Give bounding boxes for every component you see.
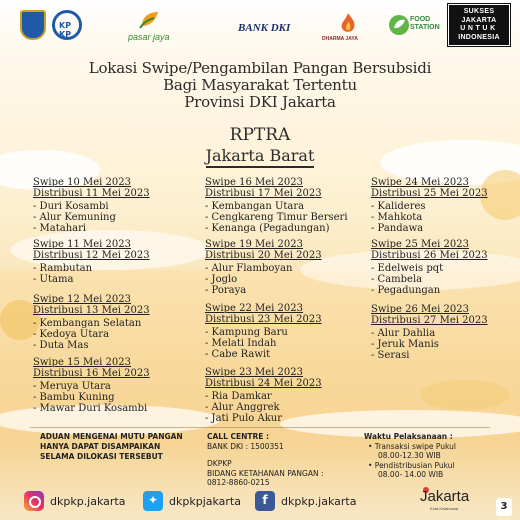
location-item: - Jati Pulo Akur <box>205 413 282 425</box>
call-centre-label: CALL CENTRE : <box>207 432 270 441</box>
title-line-1: Lokasi Swipe/Pengambilan Pangan Bersubsidi <box>88 59 432 77</box>
time-label: Waktu Pelaksanaan : <box>364 432 453 441</box>
food-station-logo-line2: STATION <box>410 24 440 31</box>
location-item: - Kembangan Utara <box>205 201 305 212</box>
complaint-line: SELAMA DILOKASI TERSEBUT <box>40 452 163 461</box>
title-line-3: Provinsi DKI Jakarta <box>184 93 336 111</box>
badge-line: INDONESIA <box>458 33 500 41</box>
complaint-line: ADUAN MENGENAI MUTU PANGAN <box>40 432 183 441</box>
location-item: - Ria Damkar <box>205 391 272 402</box>
schedule-time-info <box>364 432 456 480</box>
schedule-group <box>33 178 193 235</box>
swipe-date: Swipe 24 Mei 2023 <box>371 177 469 188</box>
dharma-jaya-flame-icon <box>338 12 358 34</box>
schedule-group <box>33 240 193 285</box>
location-item: - Kalideres <box>371 201 426 212</box>
dki-emblem-logo <box>20 10 46 40</box>
schedule-group <box>205 368 375 425</box>
schedule-group <box>33 358 193 415</box>
page-number: 3 <box>496 498 512 516</box>
swipe-date: Swipe 15 Mei 2023 <box>33 357 131 368</box>
swipe-time-value: 08.00-12.30 WIB <box>378 451 441 460</box>
complaint-notice <box>40 432 200 462</box>
food-station-logo <box>410 16 440 32</box>
location-item: - Cabe Rawit <box>205 349 271 361</box>
distribution-date: Distribusi 16 Mei 2023 <box>33 368 150 379</box>
schedule-group <box>205 304 375 361</box>
location-item: - Kembangan Selatan <box>33 318 142 329</box>
distribution-date: Distribusi 23 Mei 2023 <box>205 314 322 325</box>
pasar-jaya-leaf-icon <box>138 10 160 30</box>
title-line-2: Bagi Masyarakat Tertentu <box>163 76 357 94</box>
schedule-group <box>371 240 511 297</box>
swipe-date: Swipe 12 Mei 2023 <box>33 294 131 305</box>
swipe-date: Swipe 10 Mei 2023 <box>33 177 131 188</box>
bidang-phone[interactable]: 0812-8860-0215 <box>207 478 270 487</box>
facebook-handle[interactable]: dkpkp.jakarta <box>281 494 357 508</box>
complaint-line: HANYA DAPAT DISAMPAIKAN <box>40 442 161 451</box>
instagram-handle[interactable]: dkpkp.jakarta <box>50 494 126 508</box>
distribution-time-label: • Pendistribusian Pukul <box>368 460 455 470</box>
region-heading <box>0 146 520 165</box>
location-item: - Duta Mas <box>33 340 89 352</box>
location-item: - Pandawa <box>371 223 424 235</box>
distribution-date: Distribusi 12 Mei 2023 <box>33 250 150 261</box>
schedule-group <box>33 295 193 352</box>
location-item: - Alur Dahlia <box>371 328 436 339</box>
location-item: - Rambutan <box>33 263 93 274</box>
bank-dki-phone[interactable]: BANK DKI : 1500351 <box>207 441 284 451</box>
twitter-handle[interactable]: dkpkpjakarta <box>169 494 241 508</box>
instagram-link[interactable] <box>24 490 125 512</box>
sukses-jakarta-badge <box>448 4 510 46</box>
location-item: - Bambu Kuning <box>33 392 115 404</box>
location-item: - Matahari <box>33 223 87 235</box>
swipe-date: Swipe 23 Mei 2023 <box>205 367 303 378</box>
swipe-time-label: • Transaksi swipe Pukul <box>368 441 456 451</box>
twitter-icon: ✦ <box>143 491 163 511</box>
location-item: - Duri Kosambi <box>33 201 109 212</box>
location-item: - Kenanga (Pegadungan) <box>205 223 330 235</box>
swipe-date: Swipe 11 Mei 2023 <box>33 239 131 250</box>
twitter-link[interactable] <box>143 490 241 512</box>
page-title <box>0 60 520 111</box>
logo-row <box>20 10 440 44</box>
schedule-group <box>371 178 511 235</box>
location-item: - Melati Indah <box>205 338 277 350</box>
call-centre-info <box>207 432 323 488</box>
facebook-icon: f <box>255 491 275 511</box>
location-item: - Kampung Baru <box>205 327 288 338</box>
jakarta-brand-logo: Jakarta <box>420 488 470 505</box>
dharma-jaya-logo: DHARMA JAYA <box>322 36 358 42</box>
dkpkp-label: DKPKP <box>207 459 232 468</box>
location-item: - Utama <box>33 274 74 286</box>
food-station-leaf-icon <box>388 14 410 36</box>
location-item: - Cambela <box>371 274 423 286</box>
pasar-jaya-logo: pasar jaya <box>128 32 170 42</box>
location-item: - Cengkareng Timur Berseri <box>205 212 348 224</box>
swipe-date: Swipe 22 Mei 2023 <box>205 303 303 314</box>
location-item: - Alur Flamboyan <box>205 263 293 274</box>
location-item: - Alur Kemuning <box>33 212 116 224</box>
distribution-time-value: 08.00- 14.00 WIB <box>378 470 444 479</box>
location-item: - Mawar Duri Kosambi <box>33 403 148 415</box>
food-station-logo-line1: FOOD <box>410 16 431 23</box>
schedule-group <box>371 305 511 362</box>
location-item: - Pegadungan <box>371 285 441 297</box>
rptra-heading: RPTRA <box>229 125 291 145</box>
jakarta-tagline: Kota Kolaborasi <box>430 506 459 511</box>
spacer <box>207 451 323 459</box>
schedule-group <box>205 178 375 235</box>
kpkp-logo <box>52 10 82 40</box>
location-item: - Alur Anggrek <box>205 402 280 414</box>
facebook-link[interactable] <box>255 490 356 512</box>
bank-dki-logo: BANK DKI <box>238 22 291 34</box>
badge-line: JAKARTA <box>461 16 497 24</box>
distribution-date: Distribusi 24 Mei 2023 <box>205 378 322 389</box>
swipe-date: Swipe 16 Mei 2023 <box>205 177 303 188</box>
swipe-date: Swipe 25 Mei 2023 <box>371 239 469 250</box>
distribution-date: Distribusi 26 Mei 2023 <box>371 250 488 261</box>
distribution-date: Distribusi 20 Mei 2023 <box>205 250 322 261</box>
distribution-date: Distribusi 13 Mei 2023 <box>33 305 150 316</box>
distribution-date: Distribusi 17 Mei 2023 <box>205 188 322 199</box>
swipe-date: Swipe 26 Mei 2023 <box>371 304 469 315</box>
schedule-group <box>205 240 375 297</box>
location-item: - Joglo <box>205 274 238 286</box>
location-item: - Jeruk Manis <box>371 339 439 351</box>
distribution-date: Distribusi 11 Mei 2023 <box>33 188 150 199</box>
footer-divider <box>30 427 490 428</box>
location-item: - Kedoya Utara <box>33 329 110 341</box>
kpkp-logo-text: KP KP <box>59 21 72 39</box>
distribution-date: Distribusi 25 Mei 2023 <box>371 188 488 199</box>
orb-decoration <box>420 380 510 410</box>
region-heading-text: Jakarta Barat <box>206 146 315 168</box>
swipe-date: Swipe 19 Mei 2023 <box>205 239 303 250</box>
instagram-icon <box>24 491 44 511</box>
badge-line: SUKSES <box>463 8 495 15</box>
badge-line: UNTUK <box>460 25 498 32</box>
location-item: - Serasi <box>371 350 410 362</box>
distribution-date: Distribusi 27 Mei 2023 <box>371 315 488 326</box>
location-item: - Mahkota <box>371 212 423 224</box>
location-item: - Poraya <box>205 285 247 297</box>
bidang-label: BIDANG KETAHANAN PANGAN : <box>207 468 324 478</box>
location-item: - Edelweis pqt <box>371 263 444 274</box>
location-item: - Meruya Utara <box>33 381 111 392</box>
